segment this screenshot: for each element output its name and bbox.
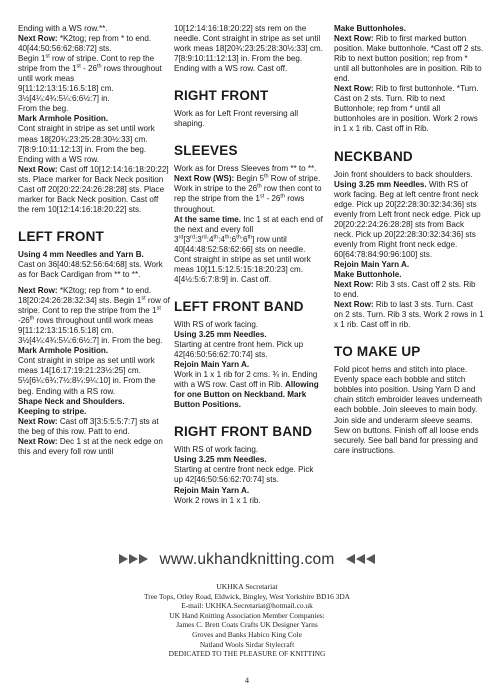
arrow-right-icon bbox=[119, 551, 149, 569]
band-text-part: Work in 1 x 1 rib for 2 cms. ¾ in. Ending with a WS row. Cast off in Rib. bbox=[174, 370, 318, 390]
rejoin-note: Rejoin Main Yarn A. bbox=[334, 259, 410, 269]
label: Next Row: bbox=[18, 286, 58, 296]
top-text: 10[12:14:16:18:20:22] sts rem on the needle. Cont straight in stripe as set until work meas 18[20¾:23:25:28:30½:33] cm. 7[8:9:10:11:12:13] in. From the beg. Ending with a WS row. Cast off. bbox=[174, 24, 323, 74]
text-line: Ending with a WS row.**. bbox=[18, 24, 108, 33]
text-line: 3½[4¼:4¾:5¼:6:6½:7] in. bbox=[18, 94, 110, 104]
instruction-text: Rib to first buttonhole. *Turn. Cast on 2 sts. Turn. Rib to next Buttonhole; rep from * until all buttonholes are in position. Work 2 rows in 1 x 1 rib. Cast off in Rib. bbox=[334, 84, 479, 134]
instruction: Next Row (WS): Begin 5th Row of stripe. Work in stripe to the 26th row then cont to rep the stripe from the 1st - 26th rows throughout. bbox=[174, 173, 322, 214]
instruction bbox=[18, 165, 170, 215]
footer-members: Natland Wools Sirdar Stylecraft bbox=[199, 639, 295, 649]
instruction-text: Dec 1 st at the neck edge on this and every foll row until bbox=[18, 436, 163, 456]
instruction-text: Rib to first marked button position. Make buttonhole. *Cast off 2 sts. Rib to next button position; rep from * until all buttonholes are in position. Rib to end. bbox=[334, 34, 484, 84]
rejoin-note: Rejoin Main Yarn A. bbox=[174, 485, 250, 495]
label: Next Row (WS): bbox=[174, 174, 235, 184]
footer-members: Groves and Banks Habico King Cole bbox=[192, 629, 302, 639]
instruction-text: Cast off 3[3:5:5:5:7:7] sts at the beg of this row. Patt to end. bbox=[18, 416, 159, 436]
footer-email: E-mail: UKHKA.Secretariat@hotmail.co.uk bbox=[181, 601, 313, 611]
band-text: Starting at centre front hem. Pick up 42[46:50:56:62:70:74] sts. bbox=[174, 339, 304, 360]
nb-text: Join front shoulders to back shoulders. bbox=[334, 169, 473, 179]
instruction: At the same time. Inc 1 st at each end of the next and every foll 3rd[3rd:3rd:4th:4th:6th:6th] row until 40[44:48:52:58:62:66] sts on needle. Cont straight in stripe as set until work meas 10[11.5:12.5:15:18:20:23] cm. 4[4½:5:6:7:8:9] in. Cast off. bbox=[174, 214, 323, 284]
instruction bbox=[334, 34, 484, 84]
instruction-text: Cast off 10[12:14:16:18:20:22] sts. Place marker for Back Neck position Cast off 20[20:22:24:26:28:28] sts. Place marker for Back Neck position. Cast off the rem 10[12:14:16:18:20:22] sts. bbox=[18, 164, 169, 214]
allow-note: Allowing for one Button on Neckband. Mark Button Positions. bbox=[174, 380, 319, 410]
shape-heading: Shape Neck and Shoulders. bbox=[18, 396, 125, 406]
label: Next Row: bbox=[18, 164, 58, 174]
footer-dedication: DEDICATED TO THE PLEASURE OF KNITTING bbox=[168, 649, 326, 659]
instruction bbox=[18, 437, 170, 457]
footer-org: UKHKA Secretariat bbox=[216, 582, 278, 591]
label: Next Row: bbox=[18, 416, 58, 426]
instruction bbox=[334, 84, 484, 134]
instruction: Begin 1st row of stripe. Cont to rep the stripe from the 1st - 26th rows throughout until work meas bbox=[18, 53, 162, 84]
sl-text: Work as for Dress Sleeves from ** to **. bbox=[174, 164, 317, 174]
column-1 bbox=[18, 24, 170, 457]
column-3 bbox=[334, 24, 484, 456]
label: Next Row: bbox=[334, 84, 374, 94]
footer-association: UK Hand Knitting Association Member Companies: bbox=[169, 610, 325, 620]
band-text: With RS of work facing. bbox=[174, 445, 259, 455]
instruction-text: Rib to last 3 sts. Turn. Cast on 2 sts. Turn. Rib 3 sts. Work 2 rows in 1 x 1 rib. Cast off in rib. bbox=[334, 300, 484, 330]
neckband-heading: NECKBAND bbox=[334, 148, 413, 164]
rejoin-note: Rejoin Main Yarn A. bbox=[174, 360, 250, 370]
band-text: Work 2 rows in 1 x 1 rib. bbox=[174, 495, 261, 505]
needles-note: Using 3.25 mm Needles. bbox=[174, 455, 267, 465]
instruction bbox=[334, 180, 484, 260]
footer-members: James C. Brett Coats Crafts UK Designer Yarns bbox=[176, 620, 318, 630]
label: Next Row: bbox=[334, 300, 374, 310]
needles-note: Using 3.25 mm Needles. bbox=[174, 329, 267, 339]
footer bbox=[0, 582, 494, 659]
instruction bbox=[334, 300, 484, 330]
needles-note: Using 3.25 mm Needles. bbox=[334, 179, 427, 189]
make-buttonhole-heading: Make Buttonhole. bbox=[334, 269, 402, 279]
band-text bbox=[174, 370, 324, 410]
instruction: Next Row: *K2tog; rep from * to end. 40[44:50:56:62:68:72] sts. bbox=[18, 34, 152, 54]
band-text: With RS of work facing. bbox=[174, 319, 259, 329]
left-front-band-heading: LEFT FRONT BAND bbox=[174, 298, 304, 314]
lf-text: Cast on 36[40:48:52:56:64:68] sts. Work as for Back Cardigan from ** to **. bbox=[18, 259, 163, 279]
instruction-text: With RS of work facing. Beg at left centre front neck edge. Pick up 20[22:28:30:32:34:36] sts evenly from Left front neck edge. Pick up 20[20:22:24:26:28:28] sts from Back neck. Pick up 20[22:28:30:32:34:36] sts evenly from Right front neck edge. 60[64:78:84:90:96:100] sts. bbox=[334, 179, 481, 259]
right-front-heading: RIGHT FRONT bbox=[174, 88, 269, 104]
armhole-heading: Mark Armhole Position. bbox=[18, 346, 109, 356]
armhole-heading: Mark Armhole Position. bbox=[18, 114, 109, 124]
page-number: 4 bbox=[245, 676, 249, 685]
needles-note: Using 4 mm Needles and Yarn B. bbox=[18, 249, 144, 259]
make-up-text: Fold picot hems and stitch into place. Evenly space each bobble and stitch bobbles into position. Using Yarn D and chain stitch embroider leaves underneath each bobble. Join sleeves to main body. Join side and underarm sleeve seams. Sew on buttons. Finish off all loose ends securely. See ball band for pressing and care instructions. bbox=[334, 365, 483, 455]
make-up-heading: TO MAKE UP bbox=[334, 344, 421, 360]
text-line: From the beg. bbox=[18, 104, 69, 114]
label: Next Row: bbox=[18, 436, 58, 446]
instruction bbox=[334, 280, 484, 300]
label: At the same time. bbox=[174, 214, 242, 224]
rf-text: Work as for Left Front reversing all shaping. bbox=[174, 109, 298, 129]
armhole-text: Cont straight in stripe as set until work meas 14[16:17:19:21:23½:25] cm. 5½[6¼:6¾:7½:8¼:9¼:10] in. From the beg. Ending with a RS row. bbox=[18, 356, 156, 396]
text-line: 9[11:12:13:15:16.5:18] cm. bbox=[18, 84, 114, 94]
sleeves-heading: SLEEVES bbox=[174, 143, 238, 159]
make-buttonholes-heading: Make Buttonholes. bbox=[334, 24, 406, 33]
label: Next Row: bbox=[334, 280, 374, 290]
instruction: Next Row: *K2tog; rep from * to end. 18[20:24:26:28:32:34] sts. Begin 1st row of stripe. Cont to rep the stripe from the 1st -26th rows throughout until work meas 9[11:12:13:15:16.5:18] cm. 3½[4¼:4¾:5¼:6:6½:7] in. From the beg. bbox=[18, 286, 170, 346]
keep-heading: Keeping to stripe. bbox=[18, 406, 87, 416]
armhole-text: Cont straight in stripe as set until work meas 18[20¾:23:25:28:30½:33] cm. 7[8:9:10:11:12:13] in. From the beg. Ending with a WS row. bbox=[18, 124, 155, 164]
website-url[interactable]: www.ukhandknitting.com bbox=[159, 551, 335, 569]
right-front-band-heading: RIGHT FRONT BAND bbox=[174, 424, 313, 440]
instruction-text: Rib 3 sts. Cast off 2 sts. Rib to end. bbox=[334, 280, 476, 300]
footer-url-banner bbox=[0, 551, 494, 569]
label: Next Row: bbox=[334, 34, 374, 44]
left-front-heading: LEFT FRONT bbox=[18, 228, 104, 244]
instruction bbox=[18, 417, 170, 437]
arrow-left-icon bbox=[345, 551, 375, 569]
column-2 bbox=[174, 24, 324, 506]
footer-address: Tree Tops, Otley Road, Eldwick, Bingley, West Yorkshire BD16 3DA bbox=[143, 591, 351, 601]
band-text: Starting at centre front neck edge. Pick up 42[46:50:56:62:70:74] sts. bbox=[174, 465, 314, 485]
